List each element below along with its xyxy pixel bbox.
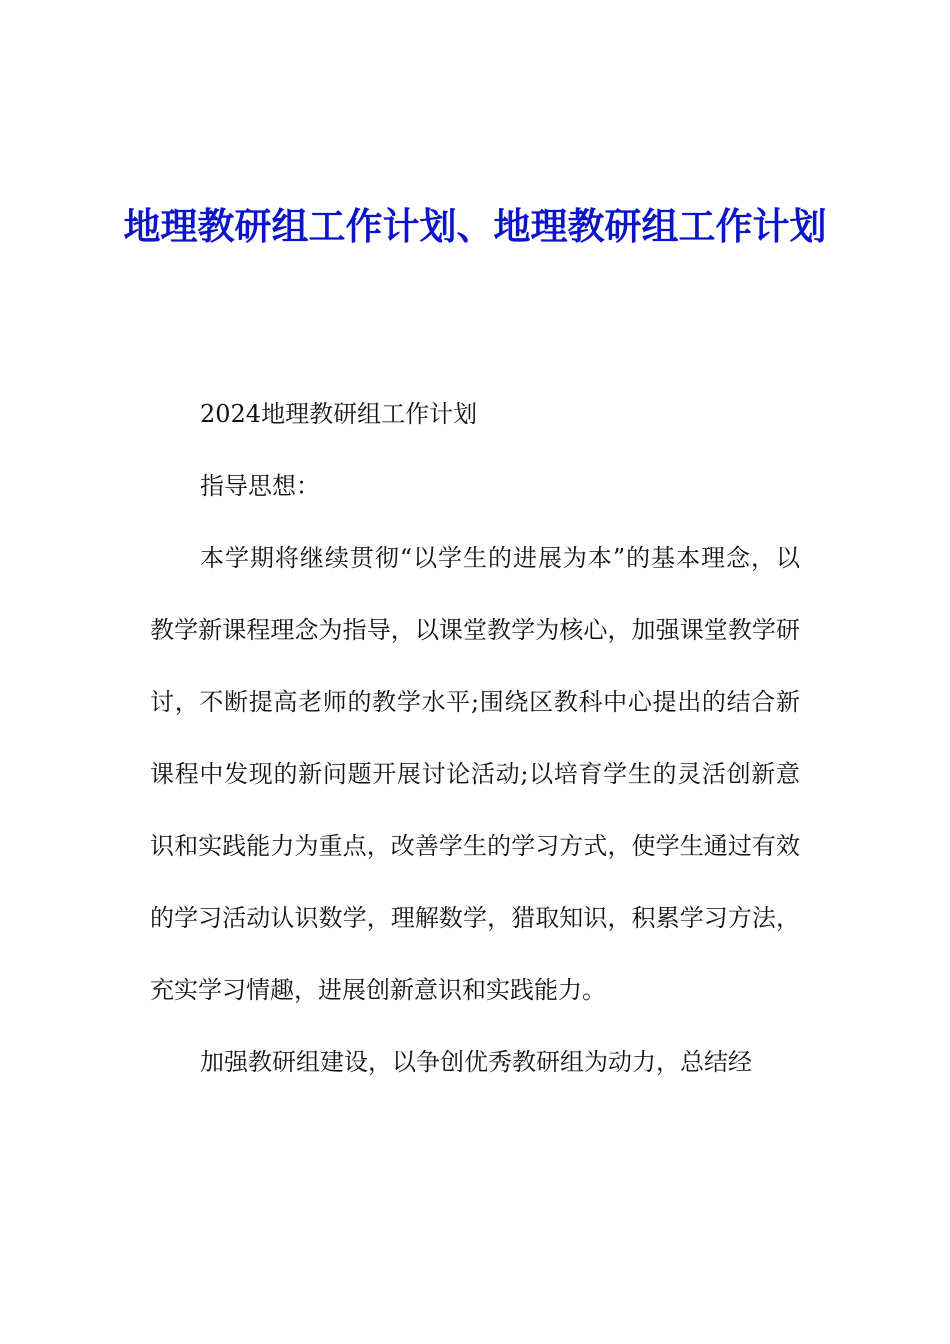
paragraph-guiding-thought-label: 指导思想： <box>200 472 320 500</box>
document-body <box>150 378 800 1098</box>
paragraph-guiding-thought: 本学期将继续贯彻“以学生的进展为本”的基本理念，以教学新课程理念为指导，以课堂教学为核心，加强课堂教学研讨，不断提高老师的教学水平;围绕区教科中心提出的结合新课程中发现的新问题开展讨论活动;以培育学生的灵活创新意识和实践能力为重点，改善学生的学习方式，使学生通过有效的学习活动认识数学，理解数学，猎取知识，积累学习方法，充实学习情趣，进展创新意识和实践能力。 <box>150 544 800 1004</box>
document-title: 地理教研组工作计划、地理教研组工作计划 <box>123 203 827 248</box>
paragraph-heading: 2024地理教研组工作计划 <box>200 400 478 428</box>
paragraph-team-building: 加强教研组建设，以争创优秀教研组为动力，总结经 <box>200 1048 752 1076</box>
